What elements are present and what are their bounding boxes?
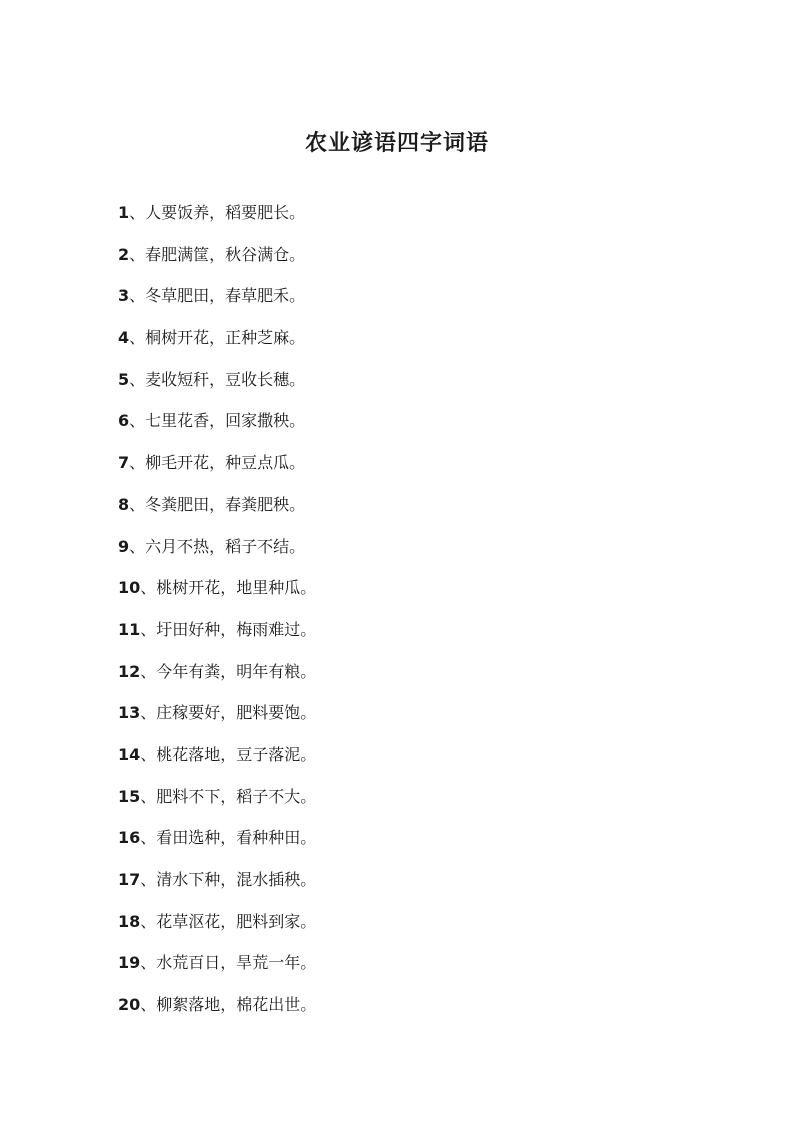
item-text: 七里花香，回家撒秧。 (145, 411, 306, 431)
list-item (118, 909, 718, 951)
item-text: 今年有粪，明年有粮。 (156, 661, 317, 681)
item-number: 7 (118, 453, 130, 473)
item-number: 12 (118, 661, 141, 681)
item-separator: 、 (129, 286, 146, 306)
list-item (118, 659, 718, 701)
item-number: 20 (118, 995, 141, 1015)
item-text: 圩田好种，梅雨难过。 (156, 619, 317, 639)
item-text: 六月不热，稻子不结。 (145, 536, 306, 556)
page-title: 农业谚语四字词语 (304, 130, 489, 156)
list-item (118, 283, 718, 325)
list-item (118, 617, 718, 659)
item-text: 桐树开花，正种芝麻。 (145, 328, 306, 348)
item-separator: 、 (140, 661, 157, 681)
item-text: 柳毛开花，种豆点瓜。 (145, 453, 306, 473)
list-item (118, 200, 718, 242)
item-number: 18 (118, 911, 141, 931)
item-text: 水荒百日，旱荒一年。 (156, 953, 317, 973)
list-item (118, 992, 718, 1034)
item-number: 16 (118, 828, 141, 848)
item-text: 花草沤花，肥料到家。 (156, 911, 317, 931)
item-text: 柳絮落地，棉花出世。 (156, 995, 317, 1015)
item-text: 人要饭养，稻要肥长。 (145, 203, 306, 222)
item-text: 庄稼要好，肥料要饱。 (156, 703, 317, 723)
item-text: 桃树开花，地里种瓜。 (156, 578, 317, 598)
item-number: 3 (118, 286, 130, 306)
list-item (118, 408, 718, 450)
item-number: 4 (118, 328, 130, 348)
item-number: 19 (118, 953, 141, 973)
item-separator: 、 (140, 619, 157, 639)
item-separator: 、 (140, 995, 157, 1015)
item-number: 6 (118, 411, 130, 431)
item-number: 1 (118, 203, 130, 222)
item-separator: 、 (140, 953, 157, 973)
item-number: 13 (118, 703, 141, 723)
list-item (118, 450, 718, 492)
item-text: 冬粪肥田，春粪肥秧。 (145, 494, 306, 514)
item-separator: 、 (129, 411, 146, 431)
item-separator: 、 (129, 453, 146, 473)
item-separator: 、 (129, 369, 146, 389)
list-item (118, 950, 718, 992)
item-separator: 、 (140, 870, 157, 889)
item-number: 5 (118, 369, 130, 389)
item-separator: 、 (129, 244, 146, 264)
item-separator: 、 (140, 828, 157, 848)
list-item (118, 700, 718, 742)
proverb-list (118, 200, 718, 1034)
item-text: 麦收短秆，豆收长穗。 (145, 369, 306, 389)
item-separator: 、 (129, 203, 146, 222)
item-number: 10 (118, 578, 141, 598)
item-separator: 、 (140, 911, 157, 931)
list-item (118, 492, 718, 534)
item-text: 冬草肥田，春草肥禾。 (145, 286, 306, 306)
list-item (118, 367, 718, 409)
list-item (118, 242, 718, 284)
item-separator: 、 (129, 536, 146, 556)
item-number: 11 (118, 619, 141, 639)
item-number: 2 (118, 244, 130, 264)
item-separator: 、 (129, 328, 146, 348)
item-text: 清水下种，混水插秧。 (156, 870, 317, 889)
list-item (118, 825, 718, 867)
item-separator: 、 (140, 744, 157, 764)
item-number: 9 (118, 536, 130, 556)
item-number: 8 (118, 494, 130, 514)
item-number: 15 (118, 786, 141, 806)
list-item (118, 325, 718, 367)
list-item (118, 784, 718, 826)
list-item (118, 867, 718, 909)
item-separator: 、 (140, 703, 157, 723)
item-text: 桃花落地，豆子落泥。 (156, 744, 317, 764)
list-item (118, 575, 718, 617)
list-item (118, 534, 718, 576)
list-item (118, 742, 718, 784)
item-text: 看田选种，看种种田。 (156, 828, 317, 848)
item-separator: 、 (140, 578, 157, 598)
item-separator: 、 (140, 786, 157, 806)
item-number: 17 (118, 870, 141, 889)
item-text: 肥料不下，稻子不大。 (156, 786, 317, 806)
item-separator: 、 (129, 494, 146, 514)
item-text: 春肥满筐，秋谷满仓。 (145, 244, 306, 264)
item-number: 14 (118, 744, 141, 764)
